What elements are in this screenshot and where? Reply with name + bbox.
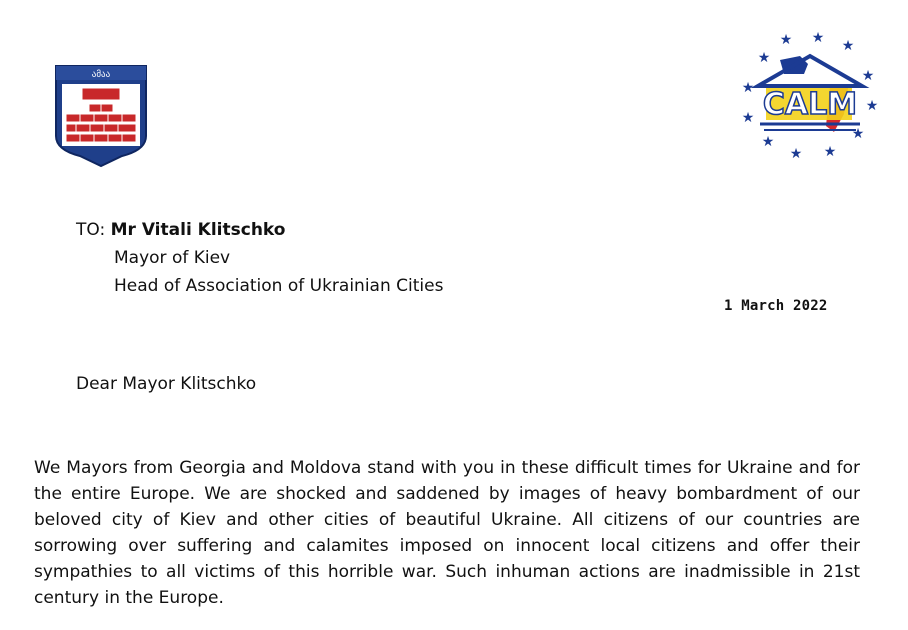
svg-text:★: ★ — [757, 50, 771, 66]
svg-text:★: ★ — [811, 30, 825, 46]
svg-text:★: ★ — [841, 38, 855, 54]
recipient-name: Mr Vitali Klitschko — [110, 220, 286, 240]
salutation: Dear Mayor Klitschko — [76, 374, 257, 394]
municipal-shield-logo — [52, 64, 150, 168]
calm-logo — [738, 30, 882, 166]
to-label: TO: — [76, 220, 106, 240]
letter-body: We Mayors from Georgia and Moldova stand with you in these difficult times for Ukraine and for the entire Europe. We are shocked and saddened by images of heavy bombardment of our beloved city of Kiev and other cities of beautiful Ukraine. All citizens of our countries are sorrowing over suffering and calamites imposed on innocent local citizens and offer their sympathies to all victims of this horrible war. Such inhuman actions are inadmissible in 21st century in the Europe. — [34, 458, 860, 608]
recipient-line — [76, 216, 443, 244]
svg-text:★: ★ — [789, 146, 803, 162]
svg-text:★: ★ — [761, 134, 775, 150]
svg-text:★: ★ — [823, 144, 837, 160]
svg-text:★: ★ — [741, 110, 755, 126]
svg-text:★: ★ — [865, 98, 879, 114]
calm-emblem-text: CALM — [762, 87, 858, 122]
left-emblem-text: ამაა — [91, 70, 111, 80]
svg-text:★: ★ — [861, 68, 875, 84]
svg-text:★: ★ — [851, 126, 865, 142]
recipient-block — [76, 216, 443, 300]
letter-date: 1 March 2022 — [724, 298, 828, 314]
recipient-title-2: Head of Association of Ukrainian Cities — [114, 276, 444, 296]
recipient-title-1: Mayor of Kiev — [114, 248, 231, 268]
svg-text:★: ★ — [779, 32, 793, 48]
svg-text:★: ★ — [741, 80, 755, 96]
